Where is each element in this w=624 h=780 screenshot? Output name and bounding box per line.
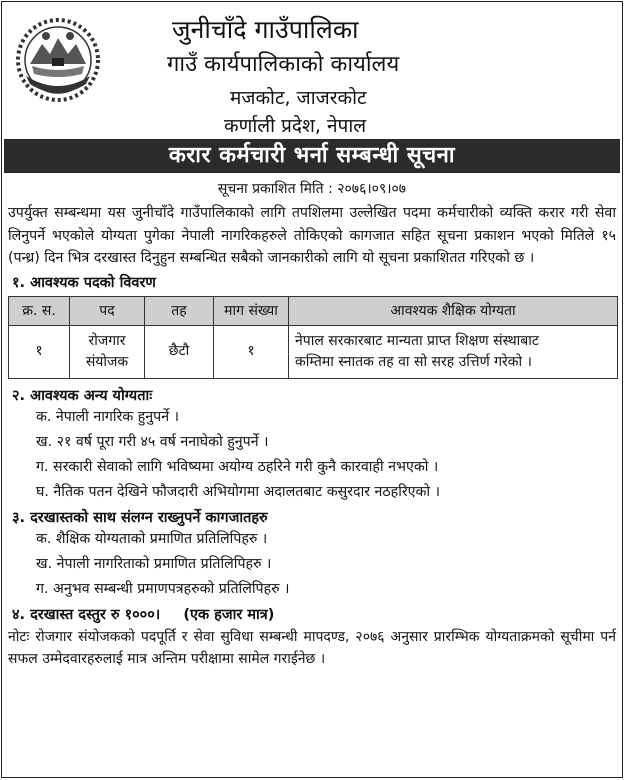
list-item: घ. नैतिक पतन देखिने फौजदारी अभियोगमा अदालतबाट कसुरदार नठहरिएको । bbox=[36, 483, 440, 500]
table-header-row bbox=[9, 296, 618, 325]
other-qualifications-list bbox=[2, 405, 622, 505]
notice-title: करार कर्मचारी भर्ना सम्बन्धी सूचना bbox=[4, 139, 620, 173]
post-details-table bbox=[8, 296, 618, 379]
post-line: संयोजक bbox=[85, 353, 129, 370]
note-paragraph: नोटः रोजगार संयोजकको पदपूर्ति र सेवा सुविधा सम्बन्धी मापदण्ड, २०७६ अनुसार प्रारम्भिक योग्यताक्रमको सूचीमा पर्न सफल उम्मेदवारहरुलाई मात्र अन्तिम परीक्षामा सामेल गराईनेछ । bbox=[8, 628, 616, 667]
section-post-details-title: १. आवश्यक पदको विवरण bbox=[12, 274, 156, 291]
list-item: क. शैक्षिक योग्यताको प्रमाणित प्रतिलिपिहरु । bbox=[36, 530, 268, 547]
list-item: ख. नेपाली नागरिताको प्रमाणित प्रतिलिपिहरु । bbox=[36, 555, 272, 572]
fee-label: ४. दरखास्त दस्तुर रु १०००। bbox=[12, 606, 161, 623]
qualification-line: नेपाल सरकारबाट मान्यता प्राप्त शिक्षण संस्थाबाट bbox=[295, 332, 539, 349]
list-item: ग. सरकारी सेवाको लागि भविष्यमा अयोग्य ठहरिने गरी कुनै कारवाही नभएको । bbox=[36, 458, 439, 475]
col-level: तह bbox=[145, 296, 214, 325]
letterhead bbox=[2, 2, 622, 139]
cell-qualification bbox=[289, 325, 618, 378]
intro-paragraph: उपर्युक्त सम्बन्धमा यस जुनीचाँदे गाउँपालिकाको लागि तपशिलमा उल्लेखित पदमा कर्मचारीको व्यक्ति करार गरी सेवा लिनुपर्ने भएकोले योग्यता पुगेका नेपाली नागरिकहरुले तोकिएको कागजात सहित सूचना प्रकाशन भएको मितिले १५ (पन्ध्र) दिन भित्र दरखास्त दिनुहुन सम्बन्धित सबैको जानकारीको लागि यो सूचना प्रकाशितत गरिएको छ । bbox=[8, 205, 616, 266]
cell-post bbox=[70, 325, 145, 378]
notice-page bbox=[1, 1, 623, 778]
col-qualification: आवश्यक शैक्षिक योग्यता bbox=[289, 296, 618, 325]
list-item: क. नेपाली नागरिक हुनुपर्ने । bbox=[36, 408, 179, 425]
table-row bbox=[9, 325, 618, 378]
section-other-qualifications-title: २. आवश्यक अन्य योग्यताः bbox=[12, 387, 153, 404]
published-date: सूचना प्रकाशित मिति : २०७६।०९।०७ bbox=[217, 181, 407, 197]
office-address: मजकोट, जाजरकोट bbox=[230, 87, 367, 109]
col-count: माग संख्या bbox=[214, 296, 289, 325]
section-documents-title: ३. दरखास्तको साथ संलग्न राख्नुपर्ने कागजातहरु bbox=[12, 509, 268, 526]
nepal-government-emblem-icon bbox=[12, 14, 104, 106]
col-post: पद bbox=[70, 296, 145, 325]
cell-level: छैटौ bbox=[145, 325, 214, 378]
province-country: कर्णाली प्रदेश, नेपाल bbox=[224, 115, 367, 137]
qualification-line: कम्तिमा स्नातक तह वा सो सरह उत्तिर्ण गरेको । bbox=[295, 353, 532, 370]
cell-serial: १ bbox=[9, 325, 70, 378]
post-line: रोजगार bbox=[88, 332, 126, 349]
office-name: गाउँ कार्यपालिकाको कार्यालय bbox=[167, 52, 400, 77]
list-item: ग. अनुभव सम्बन्धी प्रमाणपत्रहरुको प्रतिलिपिहरु । bbox=[36, 580, 290, 597]
application-fee bbox=[2, 604, 622, 624]
cell-count: १ bbox=[214, 325, 289, 378]
col-serial: क्र. स. bbox=[9, 296, 70, 325]
fee-in-words: (एक हजार मात्र) bbox=[183, 606, 275, 623]
documents-list bbox=[2, 527, 622, 602]
municipality-name: जुनीचाँदे गाउँपालिका bbox=[172, 15, 359, 44]
list-item: ख. २१ वर्ष पूरा गरी ४५ वर्ष ननाघेको हुनुपर्ने । bbox=[36, 433, 269, 450]
